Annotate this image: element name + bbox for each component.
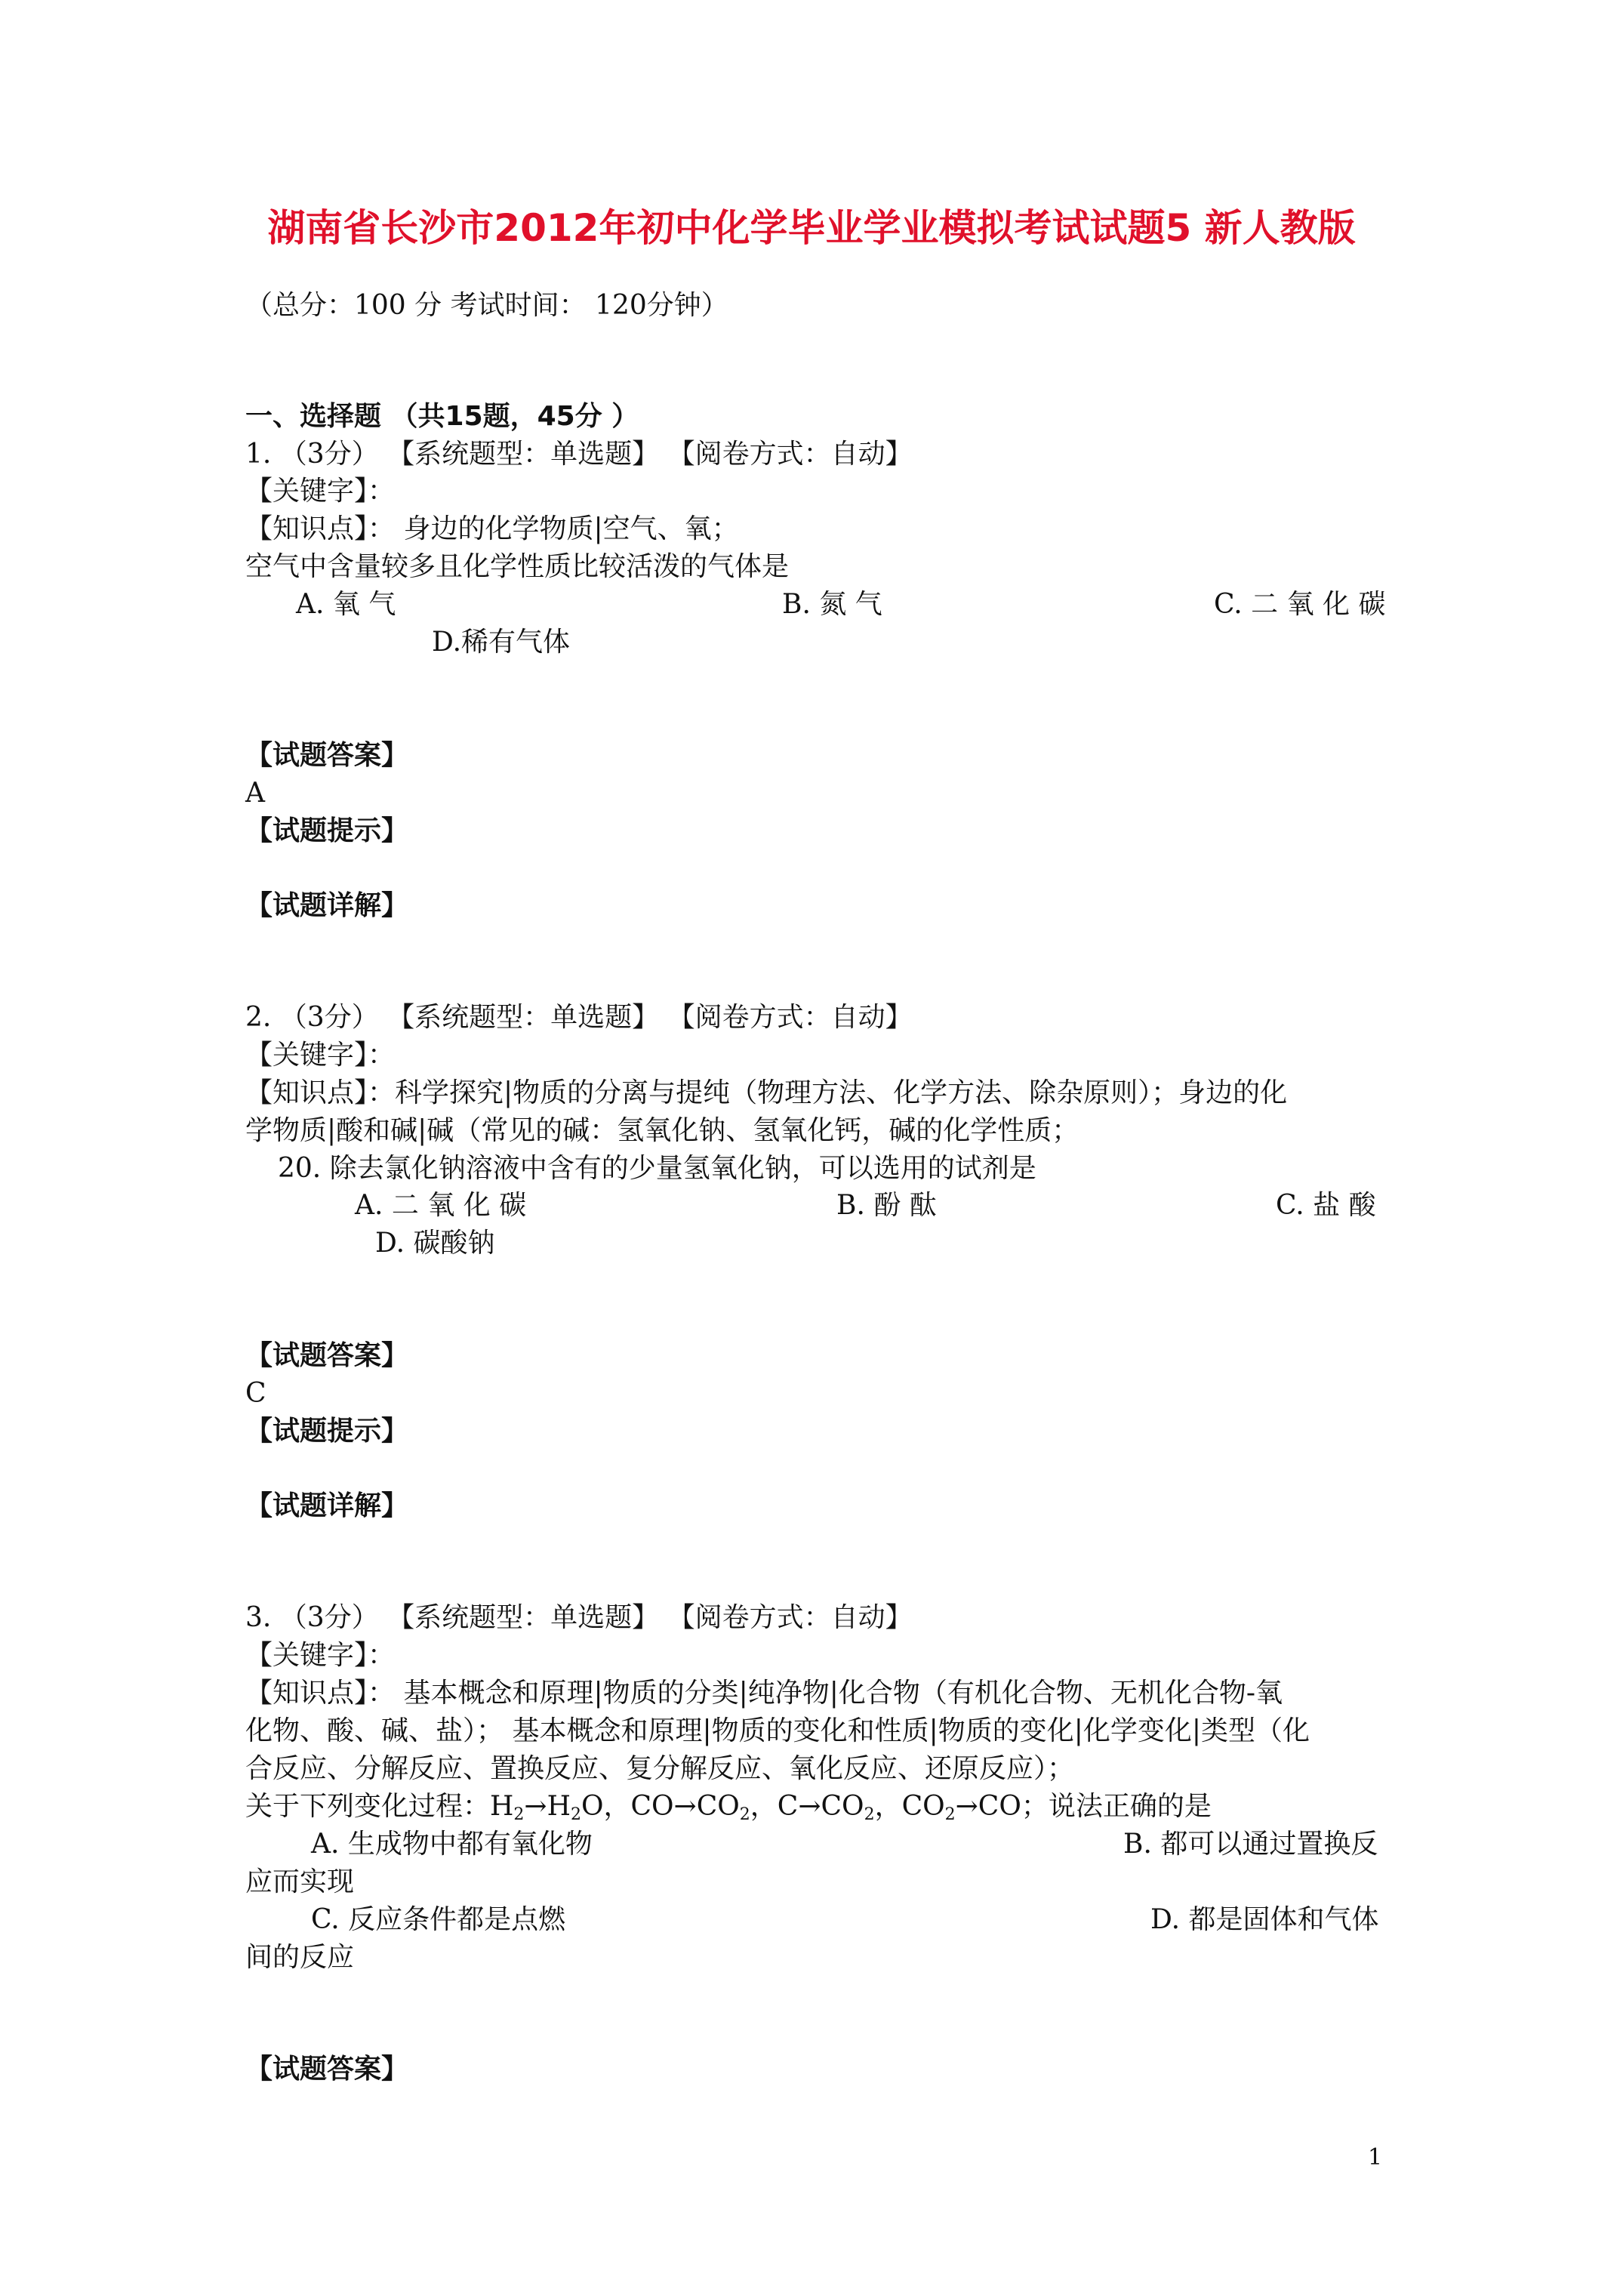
q3-knowledge: 【知识点】： 基本概念和原理|物质的分类|纯净物|化合物（有机化合物、无机化合物-氧 bbox=[245, 1678, 1283, 1709]
q2-knowledge-cont: 学物质|酸和碱|碱（常见的碱：氢氧化钠、氢氧化钙，碱的化学性质； bbox=[245, 1115, 1079, 1146]
q3-header: 3. （3分） 【系统题型：单选题】 【阅卷方式：自动】 bbox=[245, 1602, 913, 1633]
q2-hint-label: 【试题提示】 bbox=[245, 1416, 409, 1447]
q3-formula-5-sub: 2 bbox=[944, 1805, 956, 1824]
q1-knowledge: 【知识点】： 身边的化学物质|空气、氧； bbox=[245, 513, 739, 544]
q3-formula-2: →H bbox=[524, 1791, 571, 1822]
q2-keyword: 【关键字】： bbox=[245, 1040, 396, 1071]
q1-detail-label: 【试题详解】 bbox=[245, 890, 409, 921]
q3-formula-4-sub: 2 bbox=[864, 1805, 875, 1824]
exam-info: （总分：100 分 考试时间： 120分钟） bbox=[245, 290, 728, 321]
q1-answer-label: 【试题答案】 bbox=[245, 740, 409, 771]
q1-option-c: C. 二 氧 化 碳 bbox=[1214, 589, 1386, 620]
q1-hint-label: 【试题提示】 bbox=[245, 815, 409, 846]
q3-knowledge-cont: 化物、酸、碱、盐）； 基本概念和原理|物质的变化和性质|物质的变化|化学变化|类型（化 bbox=[245, 1715, 1310, 1746]
q2-header: 2. （3分） 【系统题型：单选题】 【阅卷方式：自动】 bbox=[245, 1002, 913, 1033]
q3-formula-3-sub: 2 bbox=[739, 1805, 750, 1824]
q2-option-c: C. 盐 酸 bbox=[1276, 1190, 1376, 1221]
q3-keyword: 【关键字】： bbox=[245, 1640, 396, 1671]
q3-stem-prefix: 关于下列变化过程： bbox=[245, 1791, 491, 1822]
q3-formula-1: H bbox=[490, 1791, 514, 1822]
q3-option-a: A. 生成物中都有氧化物 bbox=[311, 1829, 593, 1860]
q1-option-d: D.稀有气体 bbox=[432, 627, 571, 658]
q3-formula-5: ，CO bbox=[874, 1791, 945, 1822]
q2-option-b: B. 酚 酞 bbox=[836, 1190, 937, 1221]
q2-option-a: A. 二 氧 化 碳 bbox=[355, 1190, 527, 1221]
q3-formula-6: →CO；说法正确的是 bbox=[955, 1791, 1212, 1822]
q1-header: 1. （3分） 【系统题型：单选题】 【阅卷方式：自动】 bbox=[245, 439, 913, 470]
q1-option-b: B. 氮 气 bbox=[782, 589, 882, 620]
q2-stem: 20. 除去氯化钠溶液中含有的少量氢氧化钠，可以选用的试剂是 bbox=[278, 1153, 1036, 1184]
q2-knowledge: 【知识点】：科学探究|物质的分离与提纯（物理方法、化学方法、除杂原则）；身边的化 bbox=[245, 1077, 1288, 1108]
q1-keyword: 【关键字】： bbox=[245, 476, 396, 507]
page-title: 湖南省长沙市2012年初中化学毕业学业模拟考试试题5 新人教版 bbox=[267, 206, 1356, 250]
q3-option-d: D. 都是固体和气体 bbox=[1150, 1904, 1379, 1935]
q1-stem: 空气中含量较多且化学性质比较活泼的气体是 bbox=[245, 551, 790, 582]
q3-knowledge-cont2: 合反应、分解反应、置换反应、复分解反应、氧化反应、还原反应）； bbox=[245, 1753, 1075, 1784]
q3-option-b-cont: 应而实现 bbox=[245, 1866, 355, 1897]
section-heading: 一、选择题 （共15题，45分 ） bbox=[245, 401, 639, 432]
q1-answer: A bbox=[245, 778, 265, 809]
q2-option-d: D. 碳酸钠 bbox=[375, 1228, 495, 1259]
q2-answer: C bbox=[245, 1378, 266, 1409]
q3-answer-label: 【试题答案】 bbox=[245, 2054, 409, 2085]
q3-option-c: C. 反应条件都是点燃 bbox=[311, 1904, 566, 1935]
q3-option-b: B. 都可以通过置换反 bbox=[1123, 1829, 1378, 1860]
q3-formula-2-sub: 2 bbox=[570, 1805, 581, 1824]
q3-formula-4: ，C→CO bbox=[750, 1791, 864, 1822]
q3-formula-3: O，CO→CO bbox=[581, 1791, 740, 1822]
q3-stem bbox=[245, 1788, 1212, 1826]
q2-answer-label: 【试题答案】 bbox=[245, 1340, 409, 1371]
q2-detail-label: 【试题详解】 bbox=[245, 1490, 409, 1521]
q1-option-a: A. 氧 气 bbox=[296, 589, 396, 620]
q3-option-d-cont: 间的反应 bbox=[245, 1942, 355, 1973]
q3-formula-1-sub: 2 bbox=[513, 1805, 525, 1824]
page-number: 1 bbox=[1368, 2144, 1383, 2171]
